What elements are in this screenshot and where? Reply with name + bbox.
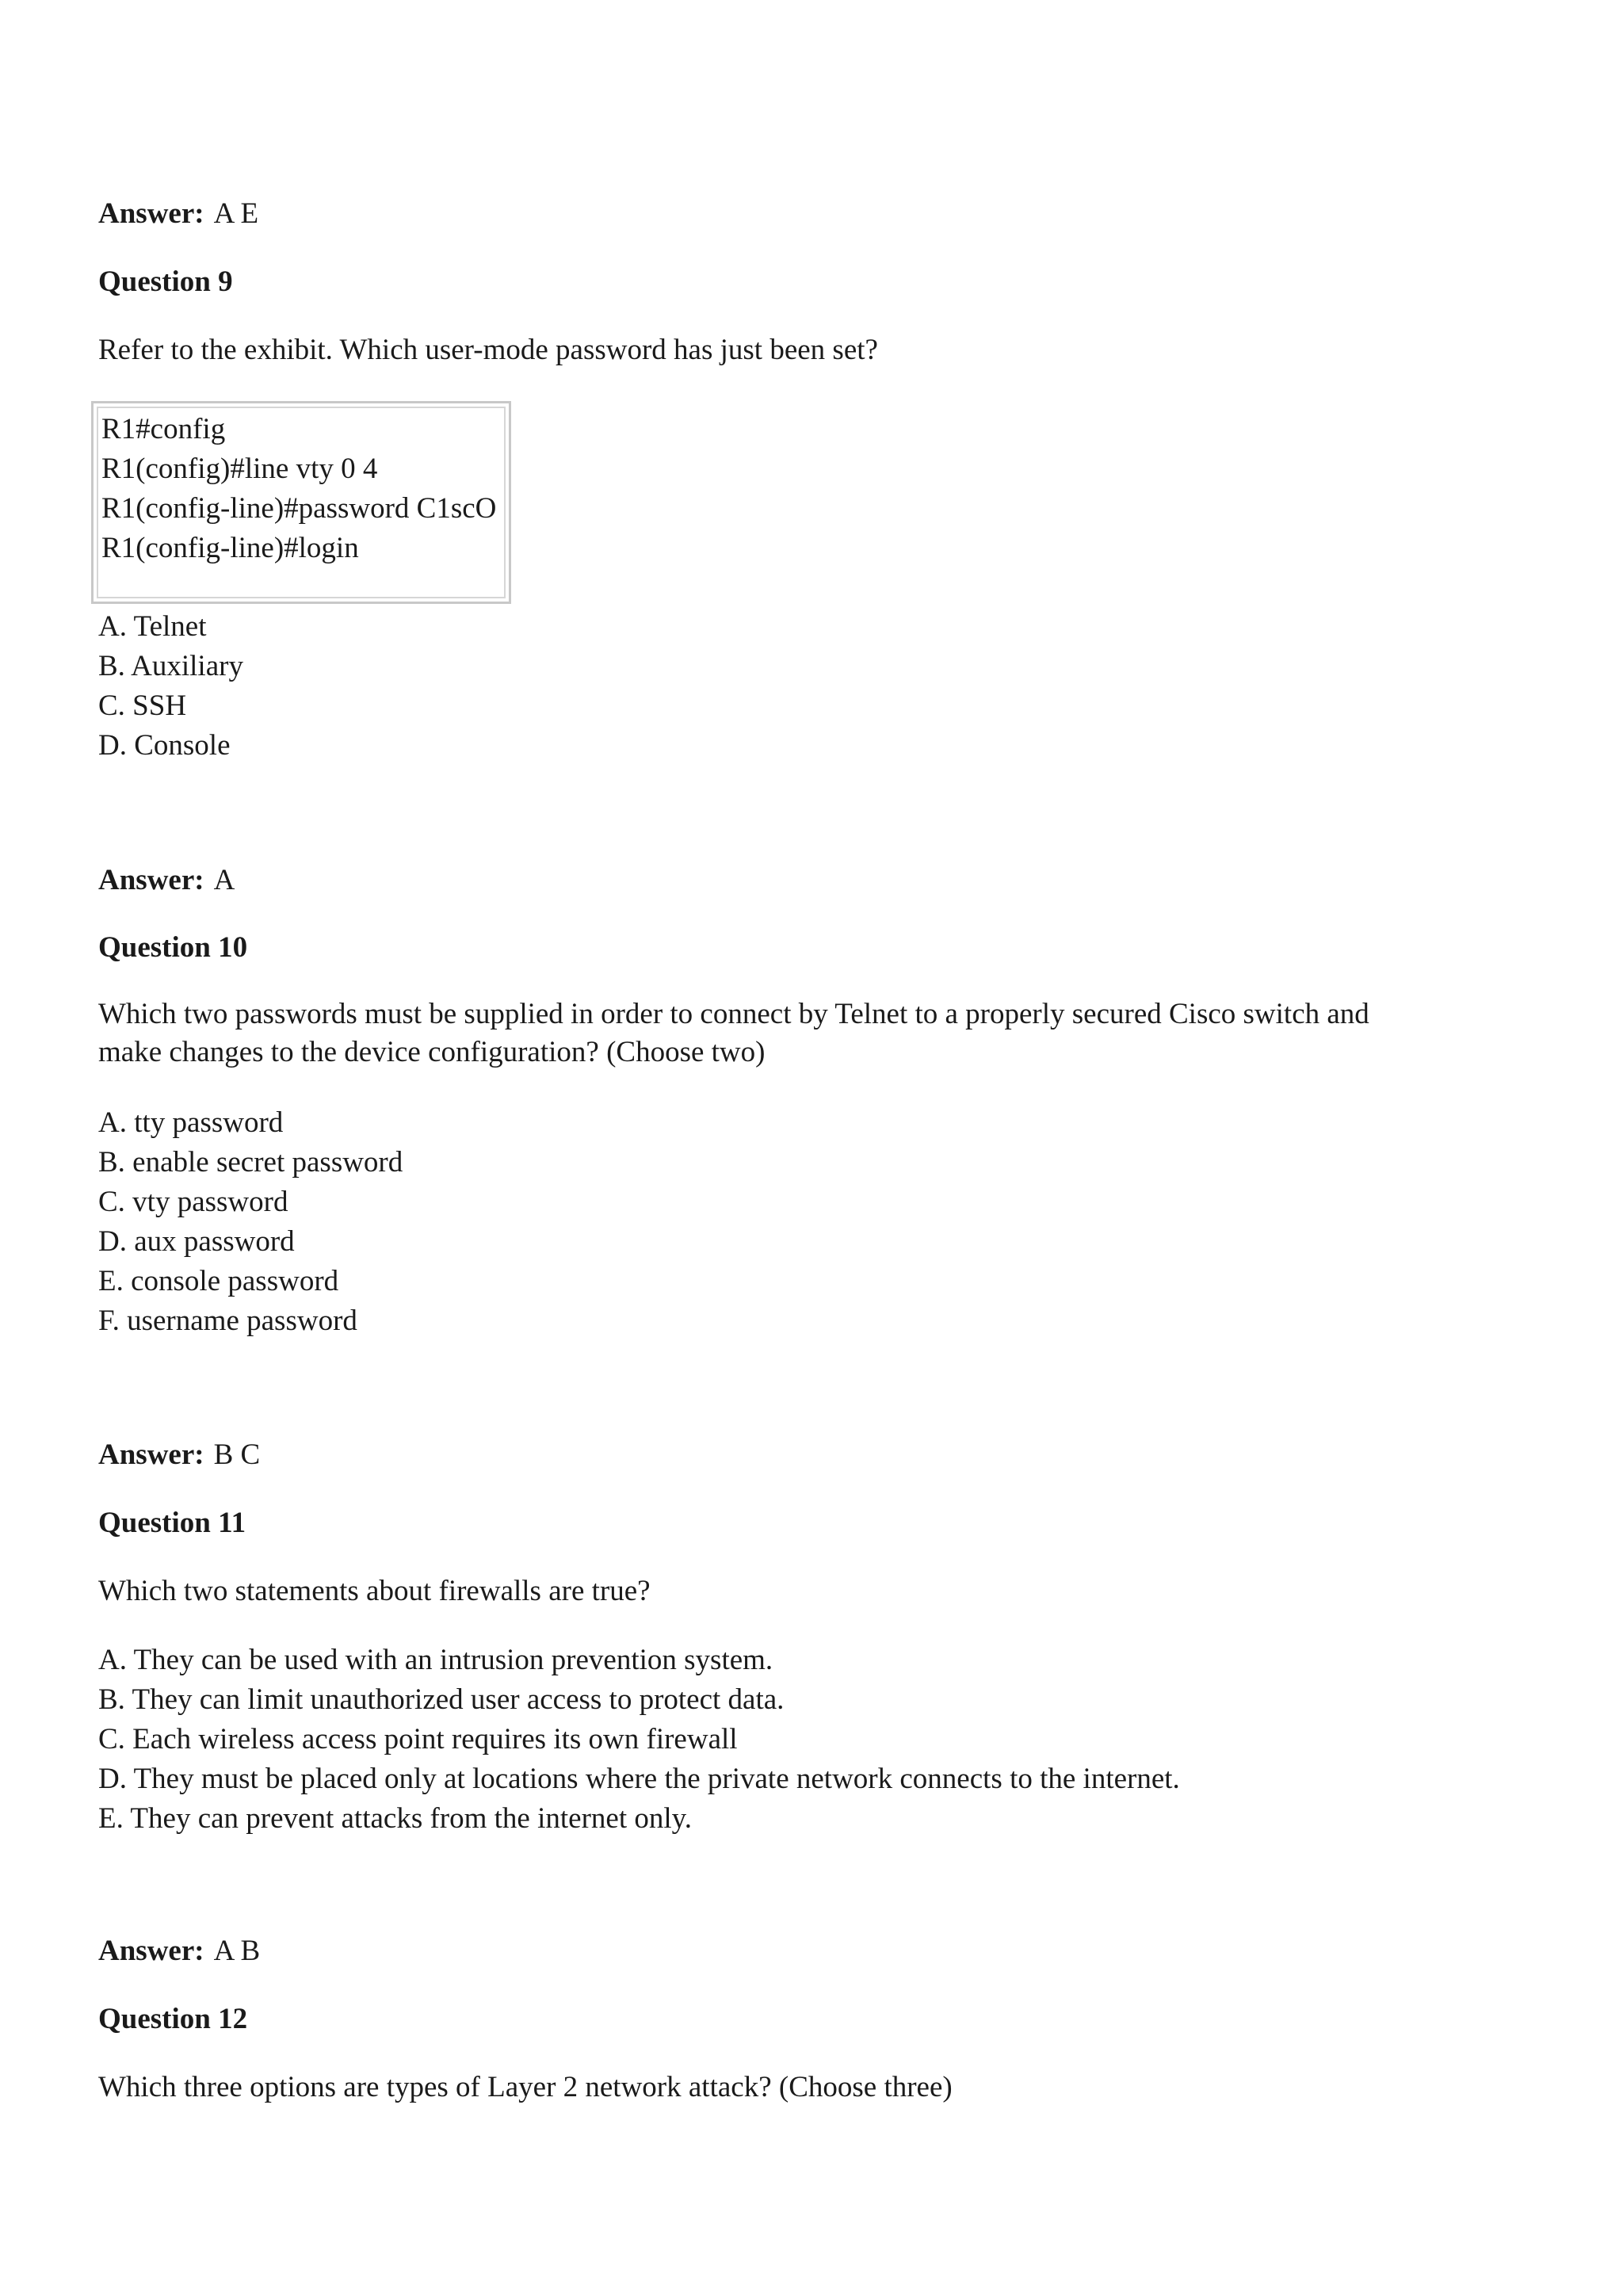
option-d: D. Console [98,729,231,762]
answer-label: Answer: [98,864,204,896]
option-c: C. Each wireless access point requires its own firewall [98,1723,738,1755]
option-b: B. Auxiliary [98,650,243,682]
option-c: C. vty password [98,1186,288,1218]
question-9-text: Refer to the exhibit. Which user-mode password has just been set? [98,334,878,366]
question-9-options [98,607,243,766]
question-9-title: Question 9 [98,266,233,298]
answer-label: Answer: [98,197,204,230]
option-a: A. tty password [98,1106,284,1139]
answer-label: Answer: [98,1438,204,1471]
option-e: E. They can prevent attacks from the internet only. [98,1802,692,1835]
exhibit-line: R1(config)#line vty 0 4 [101,453,378,485]
option-b: B. They can limit unauthorized user access to protect data. [98,1683,785,1716]
exhibit-line: R1(config-line)#login [101,532,359,564]
option-f: F. username password [98,1305,357,1337]
exhibit-line: R1(config-line)#password C1scO [101,492,497,525]
option-a: A. Telnet [98,610,207,643]
question-11-title: Question 11 [98,1507,246,1539]
answer-value: B C [213,1438,261,1471]
answer-10 [98,1436,260,1474]
option-a: A. They can be used with an intrusion prevention system. [98,1644,773,1676]
question-10-options [98,1103,403,1341]
answer-label: Answer: [98,1935,204,1967]
answer-value: A E [213,197,259,230]
exhibit-box [91,401,511,604]
question-10-text: Which two passwords must be supplied in order to connect by Telnet to a properly secured Cisco switch and make changes to the device configuration? (Choose two) [98,998,1369,1068]
answer-value: A B [213,1935,261,1967]
question-12-title: Question 12 [98,2003,248,2035]
option-d: D. They must be placed only at locations where the private network connects to the internet. [98,1763,1180,1795]
option-c: C. SSH [98,690,187,722]
option-b: B. enable secret password [98,1146,403,1179]
question-12-text: Which three options are types of Layer 2 network attack? (Choose three) [98,2071,953,2103]
option-d: D. aux password [98,1225,295,1258]
option-e: E. console password [98,1265,339,1297]
exhibit-line: R1#config [101,413,226,445]
question-10-title: Question 10 [98,931,248,964]
question-11-options [98,1641,1180,1839]
answer-value: A [213,864,235,896]
answer-9 [98,861,235,900]
question-11-text: Which two statements about firewalls are true? [98,1575,651,1607]
answer-11 [98,1932,260,1970]
answer-8 [98,195,258,233]
exhibit-lines [101,410,496,568]
